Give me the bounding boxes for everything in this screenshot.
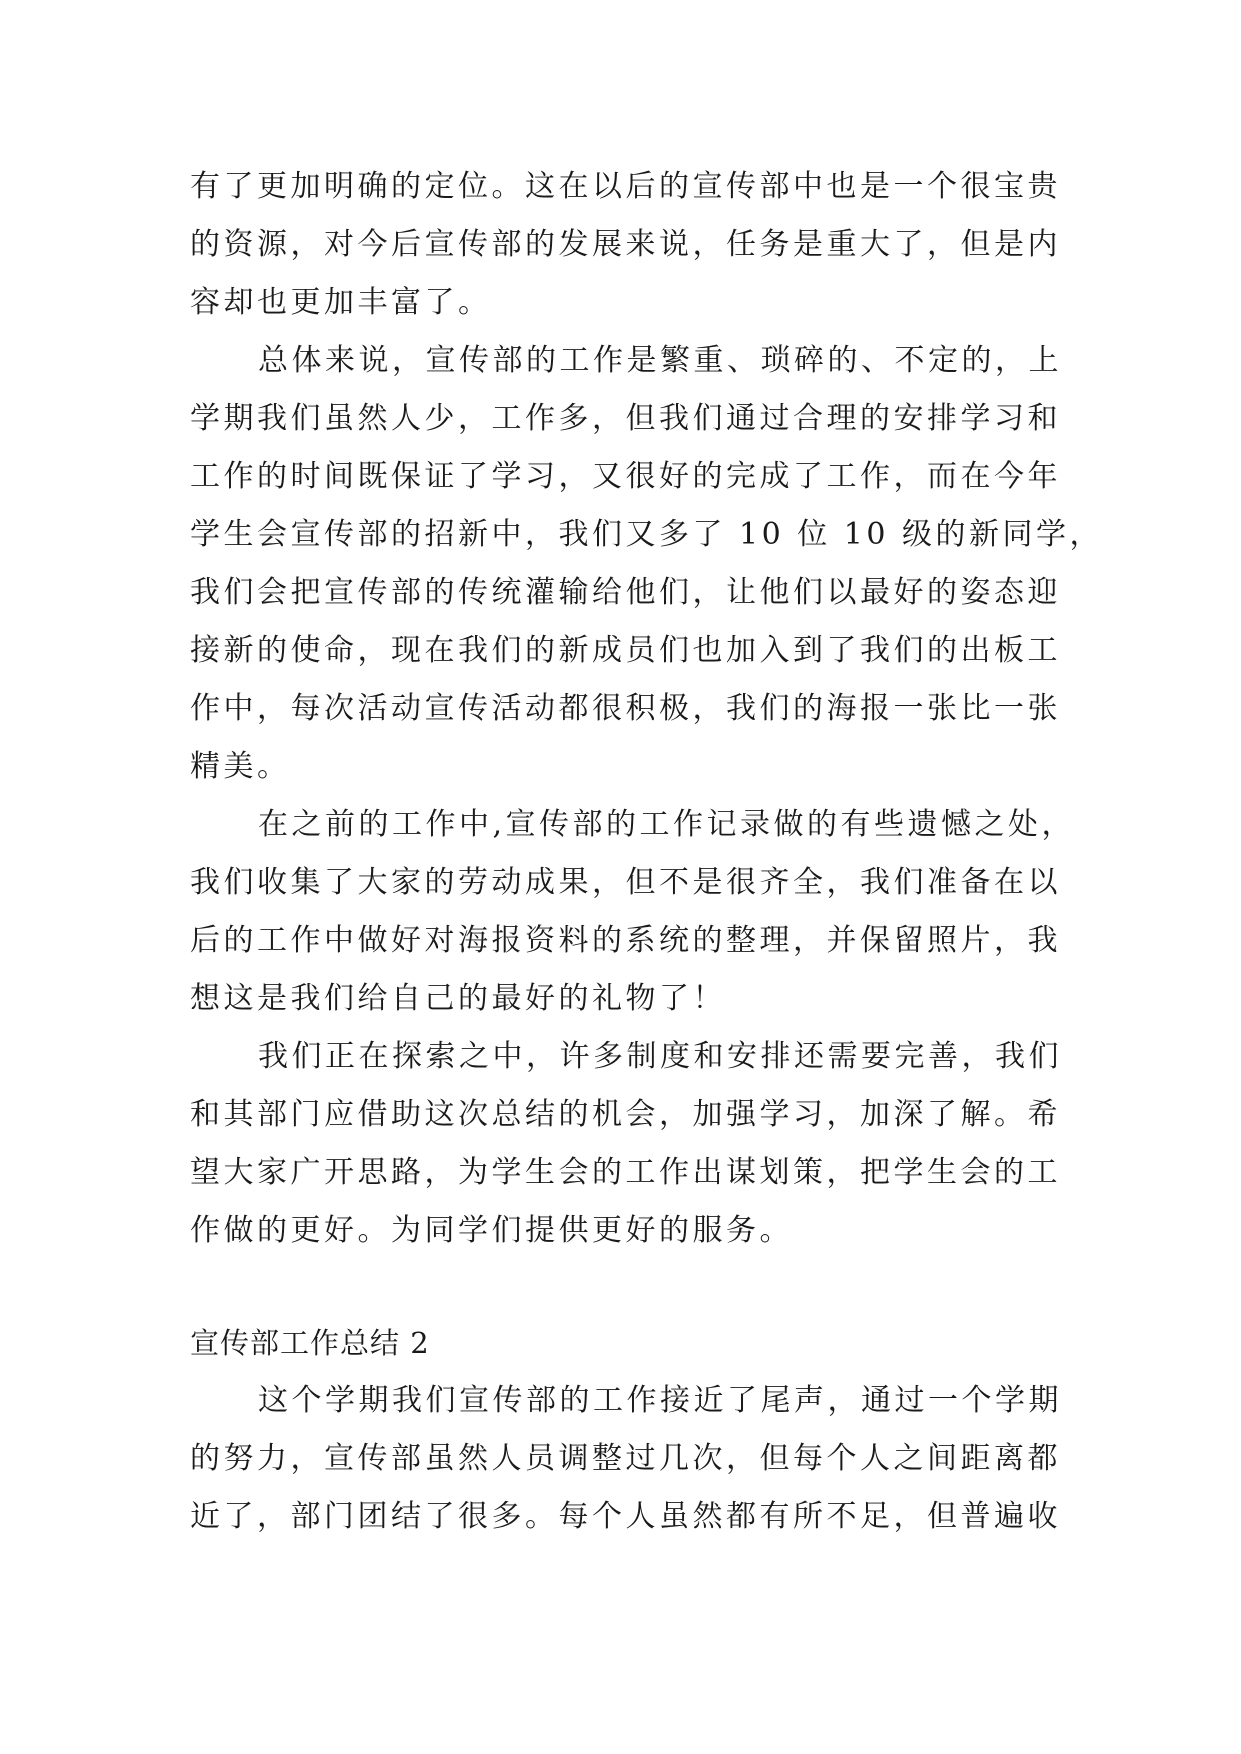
text-line: 在之前的工作中,宣传部的工作记录做的有些遗憾之处，: [258, 807, 1076, 842]
text-line: 总体来说，宣传部的工作是繁重、琐碎的、不定的，上: [258, 343, 1062, 378]
paragraph-3: [190, 796, 1076, 1028]
text-line: 近了，部门团结了很多。每个人虽然都有所不足，但普遍收: [190, 1499, 1061, 1534]
section-spacer: [190, 1260, 1070, 1314]
paragraph-5: [190, 1372, 1070, 1546]
text-line: 学期我们虽然人少，工作多，但我们通过合理的安排学习和: [190, 401, 1061, 436]
text-line: 的努力，宣传部虽然人员调整过几次，但每个人之间距离都: [190, 1441, 1061, 1476]
text-line: 后的工作中做好对海报资料的系统的整理，并保留照片，我: [190, 923, 1061, 958]
paragraph-4: [190, 1028, 1070, 1260]
section-heading: 宣传部工作总结 2: [190, 1326, 430, 1360]
text-line: 的资源，对今后宣传部的发展来说，任务是重大了，但是内: [190, 227, 1061, 262]
text-line: 有了更加明确的定位。这在以后的宣传部中也是一个很宝贵: [190, 169, 1061, 204]
text-line: 想这是我们给自己的最好的礼物了！: [190, 981, 726, 1016]
text-line: 工作的时间既保证了学习，又很好的完成了工作，而在今年: [190, 459, 1061, 494]
text-line: 这个学期我们宣传部的工作接近了尾声，通过一个学期: [258, 1383, 1062, 1418]
text-line: 作中，每次活动宣传活动都很积极，我们的海报一张比一张: [190, 691, 1061, 726]
text-line: 精美。: [190, 749, 291, 784]
text-line: 我们收集了大家的劳动成果，但不是很齐全，我们准备在以: [190, 865, 1061, 900]
text-line: 我们会把宣传部的传统灌输给他们，让他们以最好的姿态迎: [190, 575, 1061, 610]
text-line: 容却也更加丰富了。: [190, 285, 492, 320]
text-line: 学生会宣传部的招新中，我们又多了 10 位 10 级的新同学，: [190, 517, 1103, 552]
paragraph-2: [190, 332, 1103, 796]
text-line: 望大家广开思路，为学生会的工作出谋划策，把学生会的工: [190, 1155, 1061, 1190]
text-line: 作做的更好。为同学们提供更好的服务。: [190, 1213, 793, 1248]
paragraph-1: [190, 158, 1070, 332]
text-line: 我们正在探索之中，许多制度和安排还需要完善，我们: [258, 1039, 1062, 1074]
document-body: [190, 158, 1103, 1546]
text-line: 和其部门应借助这次总结的机会，加强学习，加深了解。希: [190, 1097, 1061, 1132]
text-line: 接新的使命，现在我们的新成员们也加入到了我们的出板工: [190, 633, 1061, 668]
